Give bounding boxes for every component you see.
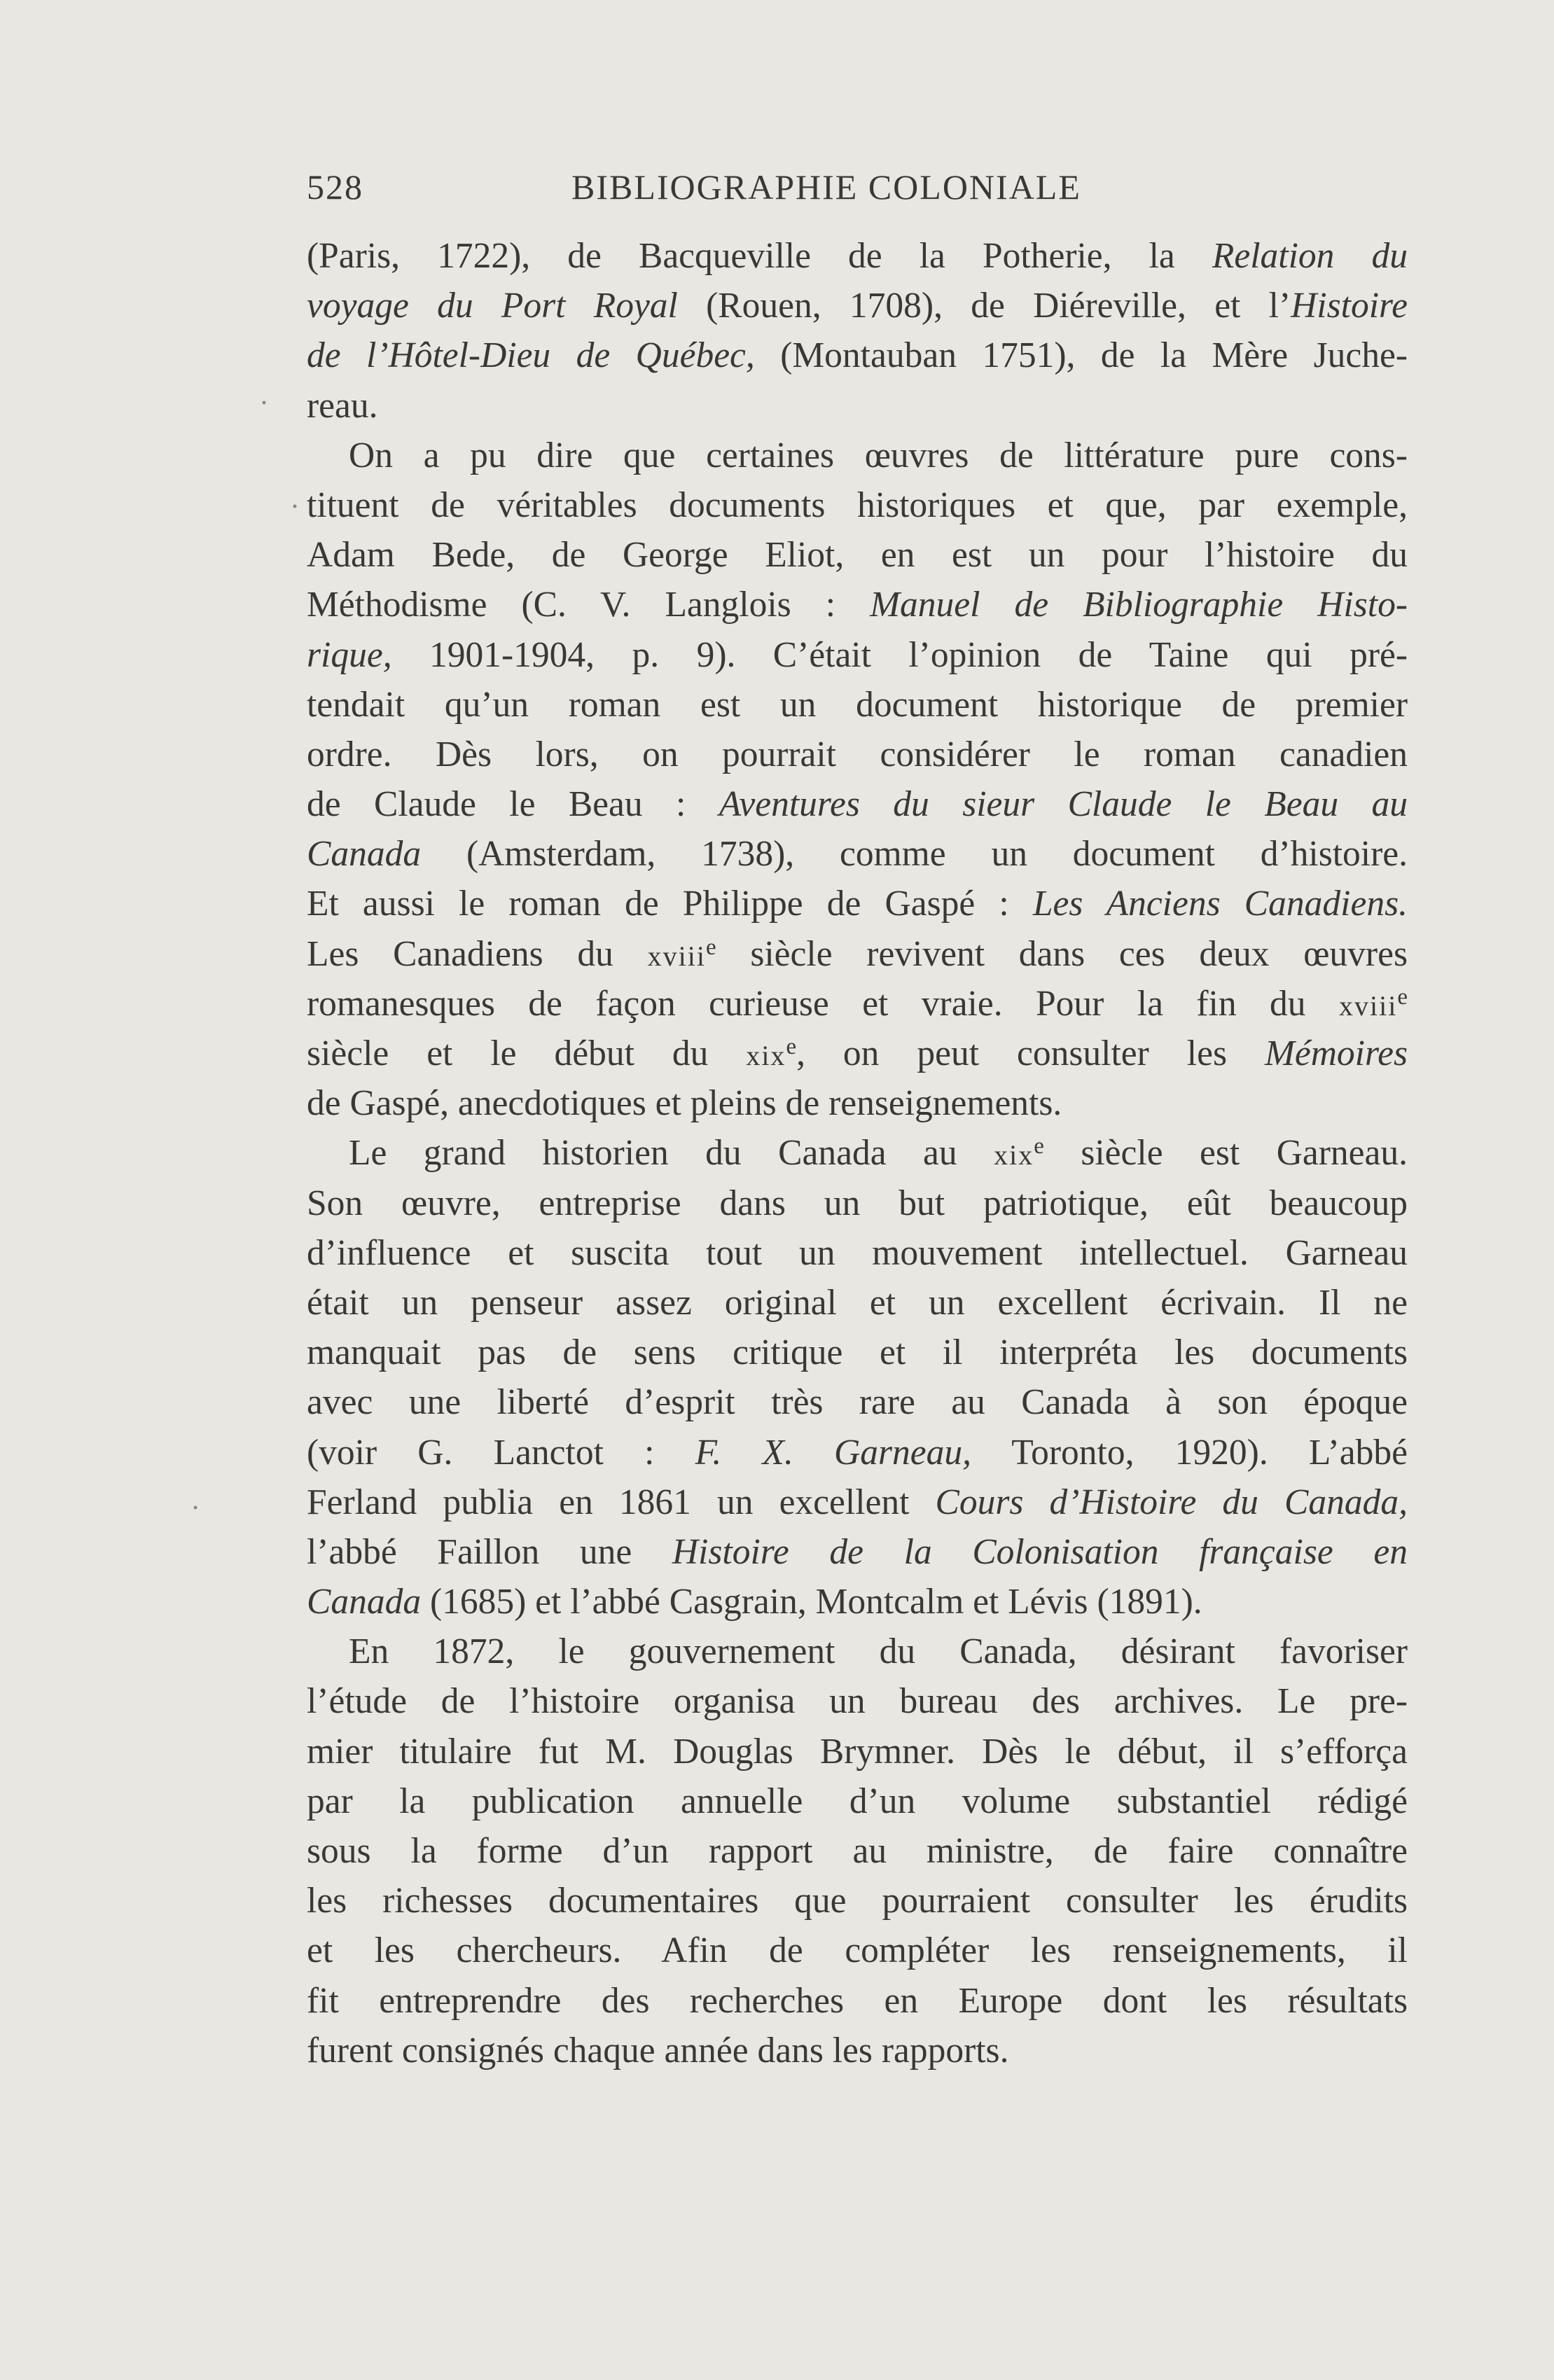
text-segment: Ferland publia en 1861 un excellent — [307, 1482, 936, 1522]
text-line — [307, 1826, 1408, 1876]
text-line — [307, 680, 1408, 730]
italic-text: Aventures du sieur Claude le Beau au — [719, 784, 1408, 825]
text-segment: , on peut consulter les — [796, 1034, 1265, 1073]
text-segment: furent consignés chaque année dans les rapports. — [307, 2030, 1009, 2071]
text-segment: Adam Bede, de George Eliot, en est un pour l’histoire du — [307, 535, 1408, 576]
margin-speck: · — [290, 491, 300, 523]
text-line — [307, 1078, 1408, 1128]
italic-text: Manuel de Bibliographie Histo- — [870, 585, 1408, 625]
text-segment: sous la forme d’un rapport au ministre, de faire connaître — [307, 1831, 1408, 1871]
text-line — [307, 231, 1408, 281]
text-line — [307, 1727, 1408, 1776]
italic-text: Cours d’Histoire du Canada, — [935, 1482, 1408, 1522]
text-segment: par la publication annuelle d’un volume substantiel rédigé — [307, 1781, 1408, 1821]
italic-text: Les Anciens Canadiens. — [1032, 884, 1408, 924]
italic-text: voyage du Port Royal — [307, 286, 678, 326]
text-line — [307, 1228, 1408, 1278]
text-line — [307, 580, 1408, 629]
text-line — [307, 1876, 1408, 1926]
text-line — [307, 879, 1408, 928]
text-line — [307, 979, 1408, 1029]
text-segment: et les chercheurs. Afin de compléter les renseignements, il — [307, 1930, 1408, 1971]
page-number: 528 — [307, 167, 363, 207]
small-caps-text: xviii — [647, 940, 706, 972]
text-segment: (Amsterdam, 1738), comme un document d’histoire. — [421, 834, 1408, 875]
text-line — [307, 431, 1408, 480]
italic-text: Histoire — [1291, 286, 1408, 326]
superscript: e — [1397, 984, 1408, 1010]
margin-speck: · — [190, 1492, 200, 1524]
text-segment: était un penseur assez original et un excellent écrivain. Il ne — [307, 1282, 1408, 1323]
superscript: e — [786, 1034, 797, 1059]
text-line — [307, 730, 1408, 779]
text-segment: Son œuvre, entreprise dans un but patriotique, eût beaucoup — [307, 1183, 1408, 1223]
text-segment: (1685) et l’abbé Casgrain, Montcalm et Lévis (1891). — [421, 1582, 1202, 1622]
text-segment: d’influence et suscita tout un mouvement intellectuel. Garneau — [307, 1232, 1408, 1273]
text-segment: En 1872, le gouvernement du Canada, désirant favoriser — [349, 1631, 1408, 1672]
italic-text: Canada — [307, 834, 422, 875]
text-line — [307, 330, 1408, 380]
text-line — [307, 1527, 1408, 1577]
text-segment: reau. — [307, 385, 378, 426]
text-segment: de Claude le Beau : — [307, 784, 719, 825]
text-segment: Les Canadiens du — [307, 933, 648, 974]
text-segment: (voir G. Lanctot : — [307, 1432, 695, 1473]
text-line — [307, 1477, 1408, 1527]
text-segment: (Rouen, 1708), de Diéreville, et l’ — [677, 286, 1291, 326]
body-text — [307, 231, 1408, 2075]
text-line — [307, 1428, 1408, 1477]
text-line — [307, 381, 1408, 431]
text-segment: tituent de véritables documents historiques et que, par exemple, — [307, 485, 1408, 525]
text-line — [307, 779, 1408, 829]
text-segment: siècle est Garneau. — [1043, 1133, 1408, 1174]
text-segment: (Montauban 1751), de la Mère Juche- — [754, 335, 1408, 376]
text-segment: l’abbé Faillon une — [307, 1531, 672, 1572]
text-segment: Toronto, 1920). L’abbé — [971, 1432, 1408, 1473]
margin-speck: · — [259, 387, 269, 419]
text-segment: romanesques de façon curieuse et vraie. Pour la fin du — [307, 983, 1339, 1024]
text-line — [307, 1128, 1408, 1178]
text-segment: Et aussi le roman de Philippe de Gaspé : — [307, 884, 1033, 924]
text-segment: Méthodisme (C. V. Langlois : — [307, 585, 870, 625]
italic-text: Histoire de la Colonisation française en — [672, 1531, 1408, 1572]
italic-text: rique, — [307, 634, 392, 675]
text-segment: avec une liberté d’esprit très rare au Canada à son époque — [307, 1382, 1408, 1423]
small-caps-text: xviii — [1339, 989, 1398, 1022]
text-line — [307, 1278, 1408, 1328]
text-segment: siècle et le début du — [307, 1034, 747, 1073]
text-line — [307, 2026, 1408, 2075]
text-line — [307, 829, 1408, 879]
text-line — [307, 1328, 1408, 1377]
text-line — [307, 1976, 1408, 2026]
text-segment: siècle revivent dans ces deux œuvres — [716, 933, 1408, 974]
text-line — [307, 530, 1408, 580]
text-line — [307, 281, 1408, 330]
text-line — [307, 1627, 1408, 1676]
text-line — [307, 1577, 1408, 1627]
text-segment: On a pu dire que certaines œuvres de littérature pure cons- — [349, 435, 1408, 475]
text-line — [307, 1676, 1408, 1726]
text-segment: Le grand historien du Canada au — [349, 1133, 994, 1174]
text-segment: mier titulaire fut M. Douglas Brymner. Dès le début, il s’efforça — [307, 1731, 1408, 1772]
text-segment: les richesses documentaires que pourraient consulter les érudits — [307, 1881, 1408, 1921]
text-segment: 1901-1904, p. 9). C’était l’opinion de Taine qui pré- — [391, 634, 1408, 675]
text-segment: de Gaspé, anecdotiques et pleins de renseignements. — [307, 1083, 1062, 1124]
running-title: BIBLIOGRAPHIE COLONIALE — [571, 167, 1081, 207]
text-segment: (Paris, 1722), de Bacqueville de la Potherie, la — [307, 236, 1212, 276]
small-caps-text: xix — [746, 1040, 786, 1071]
italic-text: F. X. Garneau, — [695, 1432, 971, 1473]
text-line — [307, 1926, 1408, 1975]
italic-text: Relation du — [1212, 236, 1408, 276]
text-line — [307, 1377, 1408, 1427]
italic-text: de l’Hôtel-Dieu de Québec, — [307, 335, 755, 376]
superscript: e — [705, 934, 716, 960]
text-line — [307, 1029, 1408, 1078]
text-segment: manquait pas de sens critique et il interpréta les documents — [307, 1332, 1408, 1373]
superscript: e — [1034, 1134, 1044, 1160]
italic-text: Mémoires — [1264, 1034, 1408, 1073]
page-header — [307, 167, 1406, 217]
small-caps-text: xix — [994, 1139, 1034, 1171]
text-segment: ordre. Dès lors, on pourrait considérer le roman canadien — [307, 734, 1408, 774]
text-segment: l’étude de l’histoire organisa un bureau des archives. Le pre- — [307, 1681, 1408, 1722]
text-line — [307, 929, 1408, 979]
text-segment: tendait qu’un roman est un document historique de premier — [307, 684, 1408, 725]
text-segment: fit entreprendre des recherches en Europe dont les résultats — [307, 1980, 1408, 2021]
text-line — [307, 1178, 1408, 1228]
italic-text: Canada — [307, 1582, 422, 1622]
text-line — [307, 1776, 1408, 1826]
text-line — [307, 480, 1408, 530]
text-line — [307, 630, 1408, 680]
